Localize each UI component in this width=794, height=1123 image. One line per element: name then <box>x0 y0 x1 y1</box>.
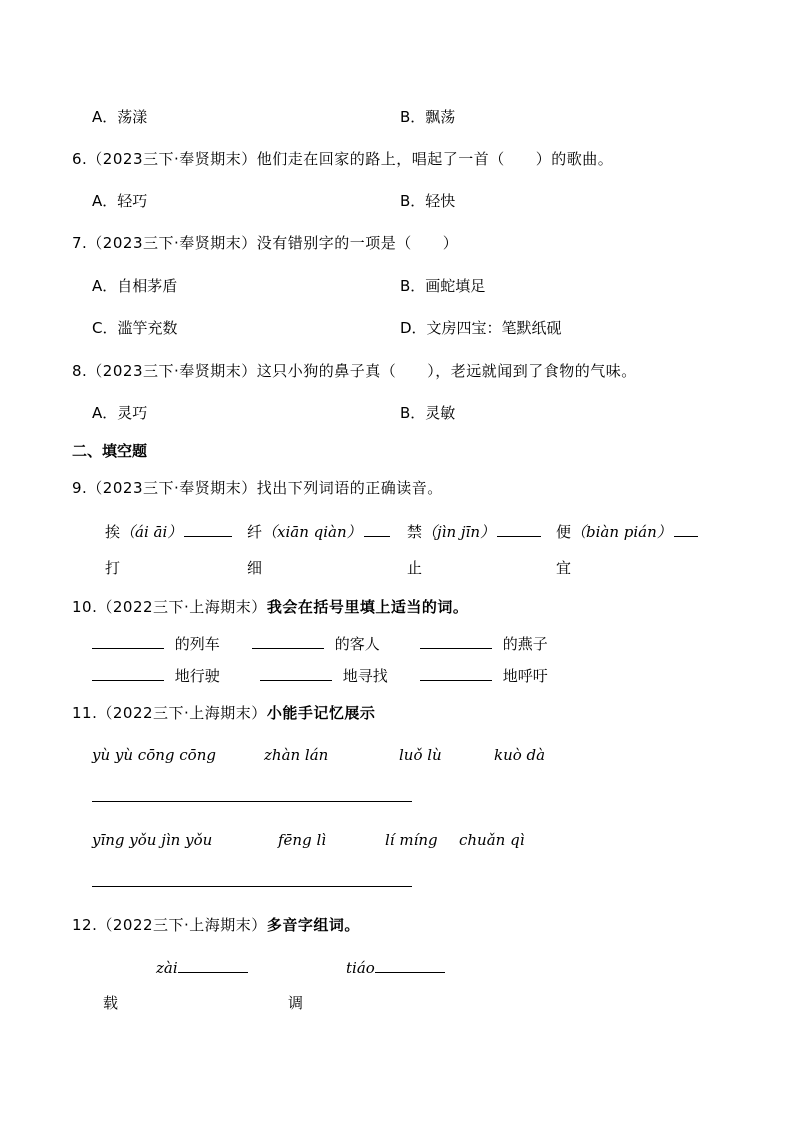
q9-word-suffix: 细 <box>247 559 263 577</box>
answer-blank[interactable] <box>674 522 698 537</box>
answer-blank[interactable] <box>420 666 492 681</box>
q9-item-choices: （biàn pián） <box>571 523 672 541</box>
q9-item-char: 挨 <box>105 523 121 541</box>
q7-option-d: D．文房四宝：笔默纸砚 <box>400 319 562 337</box>
q10-row2-item <box>92 666 220 685</box>
q9-item-choices: （jìn jīn） <box>422 523 496 541</box>
q9-item-2 <box>247 522 390 541</box>
q9-item-choices: （ái āi） <box>120 523 183 541</box>
q11-pinyin: fēng lì <box>278 831 327 849</box>
q12-item <box>346 958 445 977</box>
q10-row1-item <box>252 634 380 653</box>
q9-item-4 <box>556 522 698 541</box>
q10-suffix: 的客人 <box>334 635 380 653</box>
q10-instruction: 我会在括号里填上适当的词。 <box>266 598 469 616</box>
q11-number: 11.（2022三下·上海期末） <box>72 704 267 722</box>
q11-pinyin: lí míng <box>385 831 438 849</box>
q9-item-char: 禁 <box>407 523 423 541</box>
q12-number: 12.（2022三下·上海期末） <box>72 916 267 934</box>
q10-stem <box>72 598 468 616</box>
q12-item <box>156 958 248 977</box>
q8-option-b: B．灵敏 <box>400 404 456 422</box>
q6-option-a: A．轻巧 <box>92 192 148 210</box>
q12-pinyin: zài <box>156 959 178 977</box>
answer-blank[interactable] <box>364 522 390 537</box>
q6-option-b: B．轻快 <box>400 192 456 210</box>
q10-suffix: 的列车 <box>174 635 220 653</box>
q9-item-1 <box>105 522 232 541</box>
q9-item-char: 便 <box>556 523 572 541</box>
answer-blank[interactable] <box>252 634 324 649</box>
q10-suffix: 地呼吁 <box>502 667 548 685</box>
answer-blank[interactable] <box>375 958 445 973</box>
q12-char: 调 <box>288 994 304 1012</box>
q7-option-c: C．滥竽充数 <box>92 319 178 337</box>
answer-blank[interactable] <box>92 666 164 681</box>
q12-pinyin: tiáo <box>346 959 375 977</box>
q6-stem: 6.（2023三下·奉贤期末）他们走在回家的路上，唱起了一首（ ）的歌曲。 <box>72 150 614 168</box>
q5-option-b: B．飘荡 <box>400 108 456 126</box>
q8-stem: 8.（2023三下·奉贤期末）这只小狗的鼻子真（ ），老远就闻到了食物的气味。 <box>72 362 637 380</box>
writing-line[interactable] <box>92 886 412 887</box>
q10-suffix: 地行驶 <box>174 667 220 685</box>
q7-option-b: B．画蛇填足 <box>400 277 486 295</box>
q11-pinyin: yù yù cōng cōng <box>92 746 216 764</box>
q8-option-a: A．灵巧 <box>92 404 148 422</box>
q7-stem: 7.（2023三下·奉贤期末）没有错别字的一项是（ ） <box>72 234 459 252</box>
q11-pinyin: chuǎn qì <box>459 831 525 849</box>
q11-pinyin: zhàn lán <box>264 746 329 764</box>
section-heading: 二、填空题 <box>72 442 148 460</box>
q10-row2-item <box>260 666 388 685</box>
answer-blank[interactable] <box>497 522 541 537</box>
writing-line[interactable] <box>92 801 412 802</box>
q9-item-3 <box>407 522 541 541</box>
q9-item-char: 纤 <box>247 523 263 541</box>
q11-pinyin: kuò dà <box>494 746 546 764</box>
q11-pinyin: yīng yǒu jìn yǒu <box>92 831 213 849</box>
q9-word-suffix: 止 <box>407 559 423 577</box>
q11-pinyin: luǒ lù <box>399 746 442 764</box>
q11-stem <box>72 704 375 722</box>
q7-option-a: A．自相茅盾 <box>92 277 178 295</box>
q12-char: 载 <box>103 994 119 1012</box>
q10-row1-item <box>420 634 548 653</box>
q11-instruction: 小能手记忆展示 <box>266 704 376 722</box>
q10-suffix: 地寻找 <box>342 667 388 685</box>
q10-number: 10.（2022三下·上海期末） <box>72 598 267 616</box>
q12-instruction: 多音字组词。 <box>266 916 360 934</box>
q9-word-suffix: 打 <box>105 559 121 577</box>
q9-word-suffix: 宜 <box>556 559 572 577</box>
q5-option-a: A．荡漾 <box>92 108 148 126</box>
answer-blank[interactable] <box>260 666 332 681</box>
answer-blank[interactable] <box>92 634 164 649</box>
q12-stem <box>72 916 360 934</box>
q10-suffix: 的燕子 <box>502 635 548 653</box>
q10-row1-item <box>92 634 220 653</box>
answer-blank[interactable] <box>184 522 232 537</box>
q10-row2-item <box>420 666 548 685</box>
answer-blank[interactable] <box>178 958 248 973</box>
q9-item-choices: （xiān qiàn） <box>262 523 362 541</box>
answer-blank[interactable] <box>420 634 492 649</box>
q9-stem: 9.（2023三下·奉贤期末）找出下列词语的正确读音。 <box>72 479 443 497</box>
